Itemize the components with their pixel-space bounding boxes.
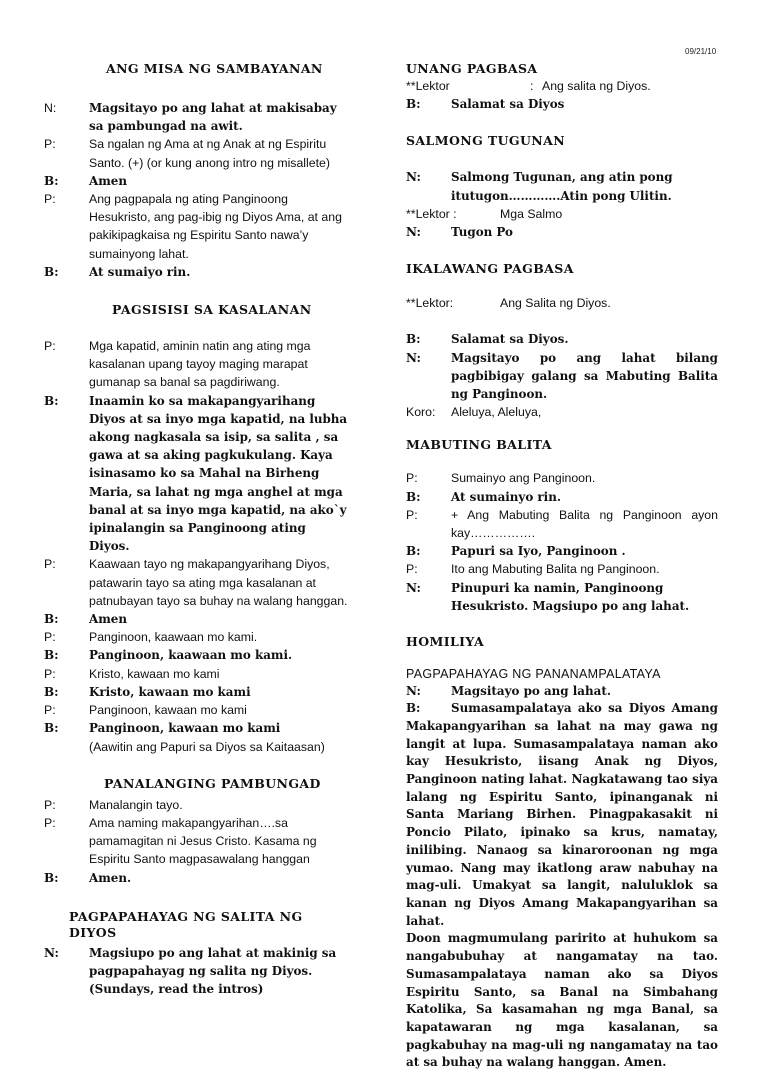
dialogue-line [44, 719, 349, 737]
line-text: Tugon Po [451, 225, 513, 240]
salita-heading: PAGPAPAHAYAG NG SALITA NG DIYOS [69, 908, 303, 940]
speaker-label: P: [44, 666, 56, 681]
line-text: Salamat sa Diyos [451, 97, 565, 112]
speaker-label: P: [44, 557, 56, 572]
speaker-label: P: [44, 192, 56, 207]
line-text: + Ang Mabuting Balita ng Panginoon ayon kay……………. [451, 507, 718, 541]
dialogue-line [406, 95, 718, 113]
salita-section [44, 944, 349, 999]
ikalawa-heading: IKALAWANG PAGBASA [406, 261, 574, 277]
line-text: Ang pagpapala ng ating Panginoong Hesukristo, ang pag-ibig ng Diyos Ama, at ang pakikipagkaisa ng Espiritu Santo nawa’y sumainyong lahat. [89, 192, 342, 261]
line-text: Magsiupo po ang lahat at makinig sa pagpapahayag ng salita ng Diyos. (Sundays, read the intros) [89, 945, 337, 997]
unang-heading: UNANG PAGBASA [406, 61, 538, 76]
right-column [406, 57, 718, 1072]
line-text: Papuri sa Iyo, Panginoon . [451, 544, 626, 559]
lector-line [406, 205, 718, 223]
speaker-label: P: [44, 703, 56, 718]
line-text: Inaamin ko sa makapangyarihang Diyos at sa inyo mga kapatid, na lubha akong nagkasala sa isip, sa salita , sa gawa at sa aking pagkukulang. Kaya isinasamo ko sa Mahal na Birheng Maria, sa lahat ng mga anghel at mga banal at sa inyo mga kapatid, na ako`y ipinalangin sa Panginoong ating Diyos. [89, 393, 348, 554]
speaker-label: Koro: [406, 405, 436, 420]
line-text: Salmong Tugunan, ang atin pong itutugon………….Atin pong Ulitin. [451, 170, 673, 203]
lector-label: **Lektor: [406, 296, 454, 311]
balita-section [406, 469, 718, 615]
line-text: Panginoon, kawaan mo kami [89, 703, 247, 718]
line-text: Panginoon, kaawaan mo kami. [89, 648, 293, 663]
line-text: Pinupuri ka namin, Panginoong Hesukristo. Magsiupo po ang lahat. [451, 580, 690, 613]
creed-text [406, 700, 718, 930]
speaker-label: B: [44, 721, 59, 736]
line-text: Salamat sa Diyos. [451, 332, 569, 347]
line-text: Panginoon, kawaan mo kami [89, 721, 281, 736]
dialogue-line [44, 683, 349, 701]
speaker-label: P: [44, 630, 56, 645]
speaker-label: P: [44, 137, 56, 152]
speaker-label: N: [406, 580, 421, 595]
dialogue-line [44, 944, 349, 999]
panalangin-section [44, 796, 349, 887]
speaker-label: P: [44, 797, 56, 812]
dialogue-line [44, 628, 349, 646]
speaker-label: B: [44, 393, 59, 408]
line-text: Aleluya, Aleluya, [451, 405, 542, 420]
line-text: Panginoon, kaawaan mo kami. [89, 630, 258, 645]
balita-heading: MABUTING BALITA [406, 437, 552, 453]
dialogue-line [44, 665, 349, 683]
lector-line [406, 77, 718, 95]
dialogue-line [44, 555, 349, 610]
lector-line [406, 294, 718, 312]
left-column [44, 57, 349, 998]
line-text: Magsitayo po ang lahat. [451, 684, 611, 699]
hymn-note: (Aawitin ang Papuri sa Diyos sa Kaitaasan) [89, 739, 325, 754]
lector-label: **Lektor [406, 79, 450, 93]
speaker-label: B: [406, 701, 421, 716]
speaker-label: B: [44, 684, 59, 699]
ikalawa-section [406, 294, 718, 421]
dialogue-line [44, 814, 349, 869]
dialogue-line [44, 392, 349, 556]
dialogue-line [406, 579, 718, 615]
speaker-label: N: [406, 170, 421, 185]
pananampalataya-section [406, 682, 718, 1072]
lector-text: Mga Salmo [500, 206, 563, 221]
lector-text: Ang Salita ng Diyos. [500, 296, 611, 311]
salmo-heading: SALMONG TUGUNAN [406, 133, 566, 149]
speaker-label: B: [44, 648, 59, 663]
dialogue-line [406, 560, 718, 578]
line-text: Mga kapatid, aminin natin ang ating mga kasalanan upang tayoy maging marapat gumanap sa banal sa pagdiriwang. [89, 339, 311, 390]
line-text: Amen [89, 173, 128, 188]
lector-label: **Lektor : [406, 206, 457, 221]
lector-colon: : [530, 79, 534, 93]
panalangin-heading: PANALANGING PAMBUNGAD [104, 775, 321, 791]
speaker-label: N: [44, 101, 57, 115]
dialogue-line [44, 263, 349, 281]
speaker-label: B: [44, 264, 59, 279]
line-text: Kaawaan tayo ng makapangyarihang Diyos, patawarin tayo sa ating mga kasalanan at patnubayan tayo sa buhay na walang hanggan. [89, 557, 348, 608]
dialogue-line [44, 337, 349, 392]
speaker-label: P: [44, 339, 56, 354]
line-text: Ama naming makapangyarihan….sa pamamagitan ni Jesus Cristo. Kasama ng Espiritu Santo magpasawalang hanggan [89, 815, 317, 867]
pagsisisi-heading: PAGSISISI SA KASALANAN [112, 302, 312, 318]
line-text: At sumaiyo rin. [89, 264, 191, 279]
speaker-label: B: [406, 489, 421, 504]
pananampalataya-heading: PAGPAPAHAYAG NG PANANAMPALATAYA [406, 667, 661, 682]
dialogue-line [406, 403, 718, 421]
dialogue-line [44, 135, 349, 171]
speaker-label: N: [406, 350, 421, 365]
line-text: Manalangin tayo. [89, 797, 183, 812]
line-text: Magsitayo po ang lahat bilang pagbibigay galang sa Mabuting Balita ng Panginoon. [451, 350, 718, 402]
lector-text: Ang salita ng Diyos. [542, 79, 651, 93]
dialogue-line [406, 223, 718, 241]
dialogue-line [406, 488, 718, 506]
pagsisisi-section [44, 337, 349, 756]
line-text: Amen. [89, 870, 132, 885]
speaker-label: P: [44, 815, 56, 830]
speaker-label: B: [406, 332, 421, 347]
mass-title: ANG MISA NG SAMBAYANAN [106, 61, 323, 76]
creed-part-one: Sumasampalataya ako sa Diyos Amang Makapangyarihan sa lahat na may gawa ng langit at lupa. Sumasampalataya naman ako kay Hesukristo, iisang Anak ng Diyos, Panginoon nating lahat. Nagkatawang tao siya lalang ng Espiritu Santo, ipinanganak ni Santa Mariang Birhen. Pinagpakasakit ni Poncio Pilato, ipinako sa krus, namatay, inilibing. Nanaog sa kinaroroonan ng mga yumao. Nang may ikatlong araw nabuhay na mag-uli. Umakyat sa langit, naluluklok sa kanan ng Diyos Amang Makapangyarihan sa lahat. [406, 701, 718, 928]
dialogue-line [44, 701, 349, 719]
speaker-label: B: [44, 612, 59, 627]
salmo-section [406, 168, 718, 241]
line-text: At sumainyo rin. [451, 489, 561, 504]
dialogue-line [406, 506, 718, 542]
speaker-label: B: [406, 544, 421, 559]
date-stamp: 09/21/10 [685, 47, 717, 56]
dialogue-line [406, 542, 718, 560]
line-text: Sumainyo ang Panginoon. [451, 471, 596, 486]
dialogue-line [406, 330, 718, 348]
speaker-label: N: [406, 225, 421, 240]
dialogue-line [406, 682, 718, 700]
speaker-label: P: [406, 507, 418, 522]
line-text: Sa ngalan ng Ama at ng Anak at ng Espiritu Santo. (+) (or kung anong intro ng misallete) [89, 137, 330, 170]
speaker-label: B: [44, 173, 59, 188]
dialogue-line [44, 172, 349, 190]
line-text: Magsitayo po ang lahat at makisabay sa pambungad na awit. [89, 101, 337, 134]
opening-section [44, 99, 349, 281]
line-text: Amen [89, 612, 128, 627]
dialogue-line [44, 646, 349, 664]
dialogue-line [406, 469, 718, 487]
dialogue-line [406, 168, 718, 204]
speaker-label: B: [44, 870, 59, 885]
line-text: Ito ang Mabuting Balita ng Panginoon. [451, 562, 660, 577]
dialogue-line [406, 349, 718, 404]
line-text: Kristo, kawaan mo kami [89, 666, 220, 681]
dialogue-line [44, 796, 349, 814]
dialogue-line [44, 190, 349, 263]
dialogue-line [44, 869, 349, 887]
speaker-label: B: [406, 97, 421, 112]
speaker-label: N: [406, 684, 421, 699]
line-text: Kristo, kawaan mo kami [89, 684, 251, 699]
dialogue-line [44, 610, 349, 628]
creed-continuation: Doon magmumulang paririto at huhukom sa nangabubuhay at nangamatay na tao. Sumasampalataya naman ako sa Diyos Espiritu Santo, sa Banal na Simbahang Katolika, Sa kasamahan ng mga Banal, sa kapatawaran ng mga kasalanan, sa pagkabuhay na mag-uli ng nangamatay na tao at sa buhay na walang hanggan. Amen. [406, 931, 718, 1070]
speaker-label: P: [406, 471, 418, 486]
speaker-label: P: [406, 562, 418, 577]
speaker-label: N: [44, 945, 59, 960]
homiliya-heading: HOMILIYA [406, 634, 485, 650]
dialogue-line [44, 99, 349, 135]
